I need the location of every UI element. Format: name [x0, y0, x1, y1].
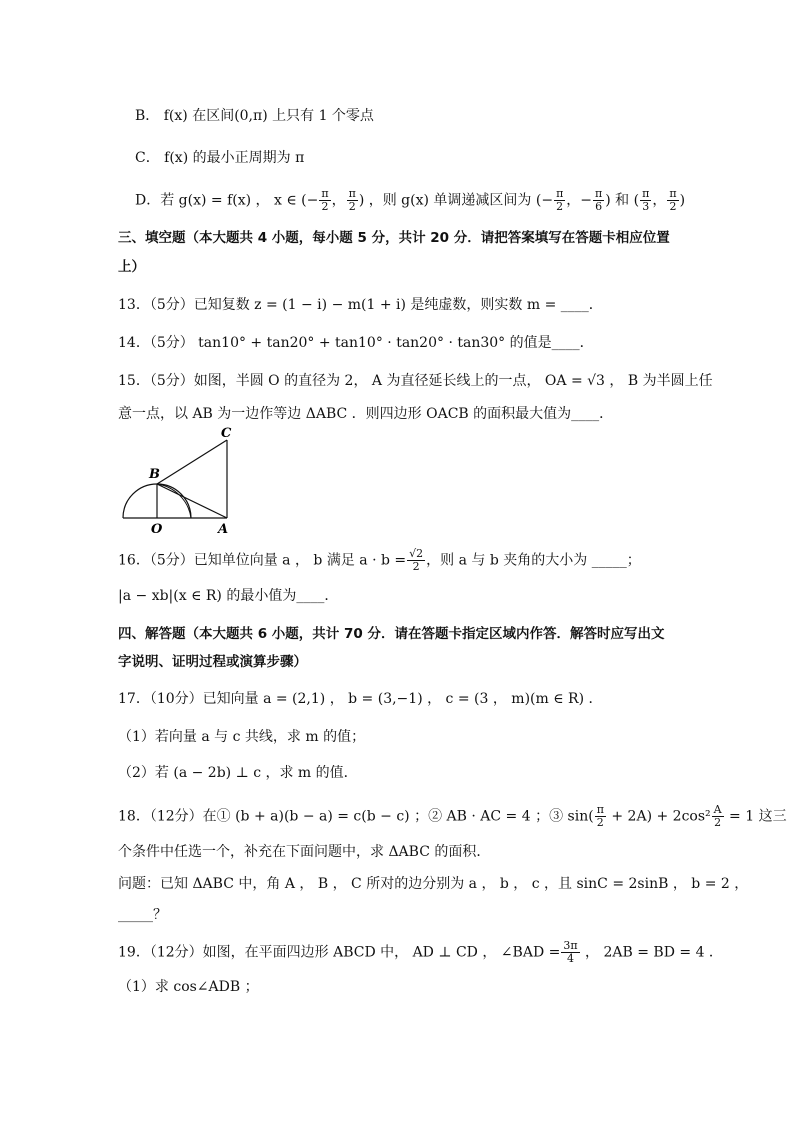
question-15-line-1: 15．（5分）如图，半圆 O 的直径为 2， A 为直径延长线上的一点， OA = √3 ， B 为半圆上任 [118, 373, 713, 389]
question-18-line-1: 18．（12分）在① (b + a)(b − a) = c(b − c) ；② AB · AC = 4 ；③ sin( $\frac{\pi}{2}$ + 2A) + 2cos² $\frac{A}{2}$ = 1 这三 [118, 803, 787, 829]
fraction: $\frac{A}{2}$ [713, 803, 722, 829]
section-3-title-cont: 上） [118, 259, 145, 275]
fraction: $\frac{3\pi}{4}$ [563, 939, 578, 965]
fraction: $\frac{\pi}{2}$ [321, 187, 329, 213]
label-o: O [151, 522, 163, 535]
section-4-title-cont: 字说明、证明过程或演算步骤） [118, 654, 307, 670]
fraction: $\frac{\pi}{2}$ [348, 187, 356, 213]
question-17-stem: 17．（10分）已知向量 a = (2,1) ， b = (3,−1) ， c = (3 ， m)(m ∈ R) ． [118, 691, 603, 707]
question-13: 13．（5分）已知复数 z = (1 − i) − m(1 + i) 是纯虚数，则实数 m = ____． [118, 297, 603, 313]
question-16-line-1: 16．（5分）已知单位向量 a ， b 满足 a · b = $\frac{√2}{2}$ ，则 a 与 b 夹角的大小为 _____； [118, 547, 641, 573]
question-18-line-2: 个条件中任选一个，补充在下面问题中，求 ΔABC 的面积． [118, 844, 491, 860]
fraction: $\frac{\pi}{2}$ [556, 187, 564, 213]
option-c: C． f(x) 的最小正周期为 π [135, 150, 305, 166]
section-3-title: 三、填空题（本大题共 4 小题，每小题 5 分，共计 20 分．请把答案填写在答题卡相应位置 [118, 230, 670, 246]
label-b: B [149, 467, 160, 482]
question-15-figure [115, 425, 250, 535]
question-17-part-2: （2）若 (a − 2b) ⊥ c ，求 m 的值． [118, 765, 358, 781]
fraction: $\frac{√2}{2}$ [409, 547, 424, 573]
question-19-part-1: （1）求 cos∠ADB ； [118, 979, 259, 995]
option-d: D．若 g(x) = f(x) ， x ∈ (− $\frac{\pi}{2}$ ， $\frac{\pi}{2}$ ) ，则 g(x) 单调递减区间为 (− $\frac{\pi}{2}$ ，− $\frac{\pi}{6}$ ) 和 ( $\frac{\pi}{3}$ ， $\frac{\pi}{2}$ ) [135, 187, 686, 213]
option-b: B． f(x) 在区间(0,π) 上只有 1 个零点 [135, 108, 374, 124]
fraction: $\frac{\pi}{2}$ [596, 803, 604, 829]
section-4-title: 四、解答题（本大题共 6 小题，共计 70 分．请在答题卡指定区域内作答．解答时应写出文 [118, 626, 665, 642]
label-c: C [221, 426, 232, 441]
question-18-line-3: 问题：已知 ΔABC 中，角 A ， B ， C 所对的边分别为 a ， b ， c ，且 sinC = 2sinB ， b = 2 ， [118, 876, 749, 892]
question-18-line-4: _____？ [118, 907, 167, 923]
label-a: A [218, 522, 229, 535]
question-16-line-2: |a − xb|(x ∈ R) 的最小值为____． [118, 588, 339, 604]
fraction: $\frac{\pi}{6}$ [595, 187, 603, 213]
question-14: 14．（5分） tan10° + tan20° + tan10° · tan20° · tan30° 的值是____． [118, 335, 594, 351]
fraction: $\frac{\pi}{2}$ [669, 187, 677, 213]
question-17-part-1: （1）若向量 a 与 c 共线，求 m 的值； [118, 729, 366, 745]
question-15-line-2: 意一点，以 AB 为一边作等边 ΔABC ．则四边形 OACB 的面积最大值为____． [118, 406, 614, 422]
fraction: $\frac{\pi}{3}$ [642, 187, 650, 213]
question-19-line-1: 19．（12分）如图，在平面四边形 ABCD 中， AD ⊥ CD ， ∠BAD = $\frac{3\pi}{4}$ ， 2AB = BD = 4 ． [118, 939, 723, 965]
